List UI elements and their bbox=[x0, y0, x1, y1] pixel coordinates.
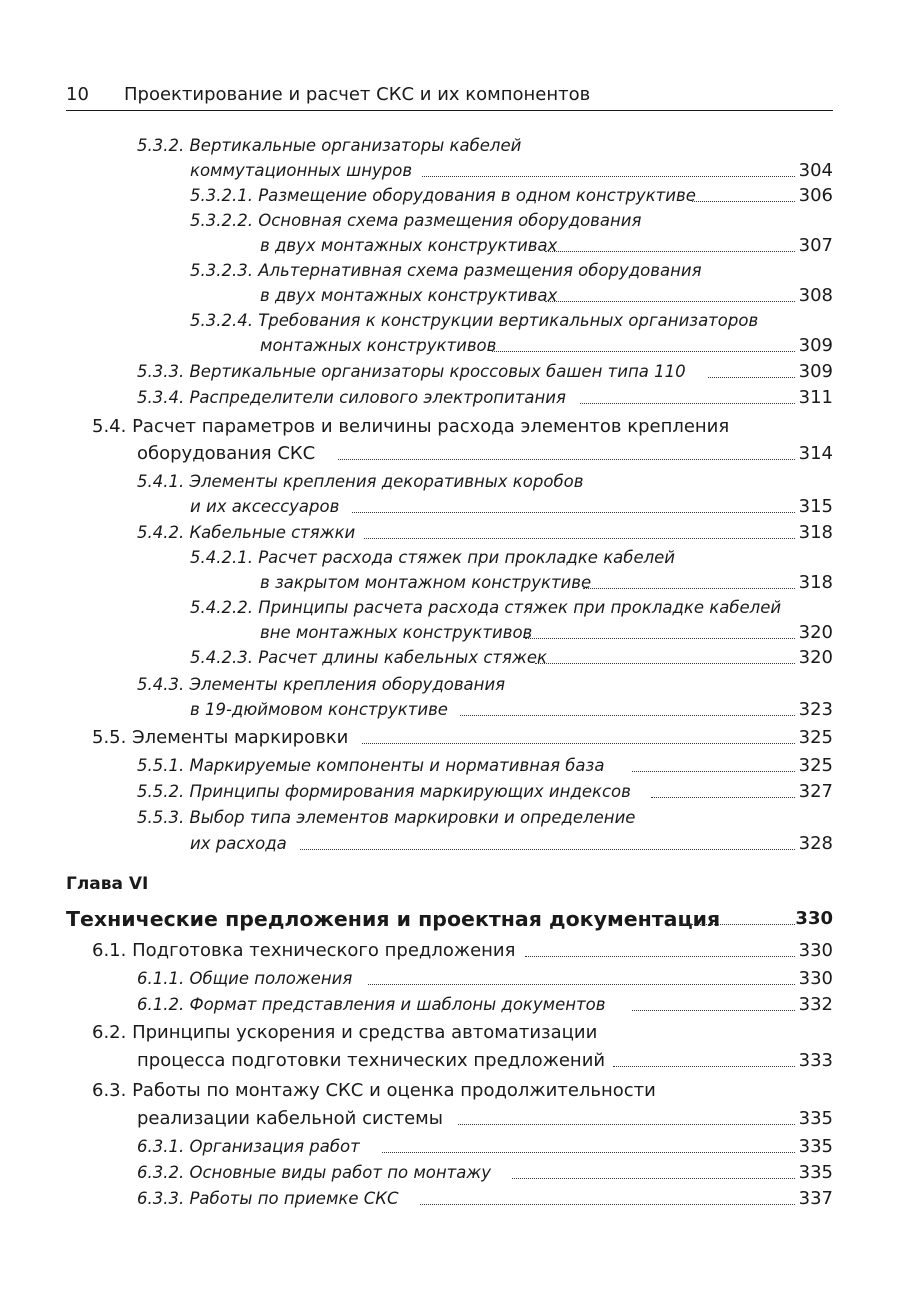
toc-page-number: 325 bbox=[798, 727, 833, 748]
toc-entry[interactable] bbox=[0, 414, 833, 440]
dot-leader bbox=[680, 924, 795, 925]
toc-entry-title: монтажных конструктивов bbox=[260, 336, 497, 355]
toc-entry-title: и их аксессуаров bbox=[190, 497, 340, 516]
toc-entry-title: 5.3.2.4. Требования к конструкции вертикальных организаторов bbox=[190, 311, 759, 330]
page-number: 10 bbox=[66, 84, 89, 105]
toc-entry-title: 5.4.2. Кабельные стяжки bbox=[137, 523, 356, 542]
toc-entry[interactable] bbox=[0, 831, 833, 857]
toc-entry-title: реализации кабельной системы bbox=[137, 1108, 443, 1129]
toc-page-number: 320 bbox=[798, 647, 833, 668]
toc-entry[interactable] bbox=[0, 258, 833, 284]
dot-leader bbox=[492, 351, 795, 352]
toc-page-number: 309 bbox=[798, 361, 833, 382]
toc-entry-title: 5.3.2.2. Основная схема размещения оборудования bbox=[190, 211, 642, 230]
toc-page-number: 328 bbox=[798, 833, 833, 854]
toc-page-number: 311 bbox=[798, 387, 833, 408]
dot-leader bbox=[580, 403, 795, 404]
toc-entry[interactable] bbox=[0, 645, 833, 671]
toc-entry-title: 6.3.3. Работы по приемке СКС bbox=[137, 1189, 399, 1208]
toc-entry[interactable] bbox=[0, 779, 833, 805]
dot-leader bbox=[368, 984, 795, 985]
chapter-label: Глава VI bbox=[66, 874, 149, 894]
dot-leader bbox=[362, 743, 795, 744]
dot-leader bbox=[338, 459, 795, 460]
toc-entry-title: 6.1.1. Общие положения bbox=[137, 969, 353, 988]
toc-page-number: 330 bbox=[795, 908, 833, 929]
toc-page-number: 307 bbox=[798, 235, 833, 256]
toc-entry[interactable] bbox=[0, 308, 833, 334]
toc-entry-title: 5.4.2.1. Расчет расхода стяжек при прокладке кабелей bbox=[190, 548, 676, 567]
toc-entry[interactable] bbox=[0, 283, 833, 309]
toc-entry[interactable] bbox=[0, 133, 833, 159]
toc-page-number: 325 bbox=[798, 755, 833, 776]
toc-entry[interactable] bbox=[0, 359, 833, 385]
toc-entry-title: процесса подготовки технических предложений bbox=[137, 1050, 606, 1071]
toc-entry-title: 5.5.1. Маркируемые компоненты и нормативная база bbox=[137, 756, 605, 775]
toc-entry[interactable] bbox=[0, 545, 833, 571]
toc-page-number: 320 bbox=[798, 622, 833, 643]
toc-entry-title: 6.3.1. Организация работ bbox=[137, 1137, 360, 1156]
toc-entry-title: 6.2. Принципы ускорения и средства автоматизации bbox=[92, 1022, 598, 1043]
dot-leader bbox=[422, 176, 795, 177]
toc-entry[interactable] bbox=[0, 620, 833, 646]
toc-entry-title: в закрытом монтажном конструктиве bbox=[260, 573, 592, 592]
toc-entry[interactable] bbox=[0, 725, 833, 751]
toc-entry[interactable] bbox=[0, 158, 833, 184]
dot-leader bbox=[460, 715, 795, 716]
toc-entry[interactable] bbox=[0, 208, 833, 234]
dot-leader bbox=[300, 849, 795, 850]
running-title: Проектирование и расчет СКС и их компонентов bbox=[124, 84, 591, 105]
dot-leader bbox=[545, 251, 795, 252]
dot-leader bbox=[613, 1066, 795, 1067]
toc-entry[interactable] bbox=[0, 966, 833, 992]
toc-page-number: 330 bbox=[798, 968, 833, 989]
toc-entry[interactable] bbox=[0, 1160, 833, 1186]
toc-entry-title: 5.5.2. Принципы формирования маркирующих индексов bbox=[137, 782, 631, 801]
toc-entry[interactable] bbox=[0, 233, 833, 259]
dot-leader bbox=[632, 1010, 795, 1011]
toc-page-number: 335 bbox=[798, 1108, 833, 1129]
toc-entry[interactable] bbox=[0, 1020, 833, 1046]
toc-entry[interactable] bbox=[0, 1186, 833, 1212]
dot-leader bbox=[651, 797, 795, 798]
toc-entry-title: 5.5.3. Выбор типа элементов маркировки и определение bbox=[137, 808, 636, 827]
toc-entry[interactable] bbox=[0, 1048, 833, 1074]
toc-page-number: 332 bbox=[798, 994, 833, 1015]
toc-entry-title: 5.4.2.2. Принципы расчета расхода стяжек при прокладке кабелей bbox=[190, 598, 782, 617]
dot-leader bbox=[458, 1124, 795, 1125]
toc-page-number: 327 bbox=[798, 781, 833, 802]
dot-leader bbox=[420, 1204, 795, 1205]
dot-leader bbox=[525, 956, 795, 957]
toc-page-number: 304 bbox=[798, 160, 833, 181]
toc-entry-title: 5.3.2.3. Альтернативная схема размещения оборудования bbox=[190, 261, 702, 280]
toc-entry-title: вне монтажных конструктивов bbox=[260, 623, 533, 642]
header-rule bbox=[66, 110, 833, 111]
dot-leader bbox=[364, 538, 795, 539]
toc-entry-title: 6.1. Подготовка технического предложения bbox=[92, 940, 516, 961]
toc-entry[interactable] bbox=[0, 494, 833, 520]
toc-entry-title: 5.4. Расчет параметров и величины расхода элементов крепления bbox=[92, 416, 730, 437]
toc-page-number: 306 bbox=[798, 185, 833, 206]
toc-entry[interactable] bbox=[0, 333, 833, 359]
toc-entry-title: 5.5. Элементы маркировки bbox=[92, 727, 349, 748]
toc-entry-title: в 19-дюймовом конструктиве bbox=[190, 700, 448, 719]
toc-entry[interactable] bbox=[0, 385, 833, 411]
toc-entry[interactable] bbox=[0, 906, 833, 932]
toc-page-number: 315 bbox=[798, 496, 833, 517]
toc-entry-title: 5.3.4. Распределители силового электропитания bbox=[137, 388, 566, 407]
toc-entry[interactable] bbox=[0, 805, 833, 831]
toc-page-number: 335 bbox=[798, 1136, 833, 1157]
toc-entry-title: 6.3. Работы по монтажу СКС и оценка продолжительности bbox=[92, 1080, 656, 1101]
toc-entry-title: 5.4.3. Элементы крепления оборудования bbox=[137, 675, 506, 694]
toc-entry[interactable] bbox=[0, 1106, 833, 1132]
toc-entry[interactable] bbox=[0, 570, 833, 596]
dot-leader bbox=[632, 771, 795, 772]
toc-page-number: 309 bbox=[798, 335, 833, 356]
dot-leader bbox=[525, 638, 795, 639]
toc-page-number: 318 bbox=[798, 572, 833, 593]
toc-entry[interactable] bbox=[0, 672, 833, 698]
dot-leader bbox=[692, 201, 795, 202]
toc-entry-title: коммутационных шнуров bbox=[190, 161, 413, 180]
toc-entry-title: 5.4.1. Элементы крепления декоративных коробов bbox=[137, 472, 584, 491]
toc-entry-title: оборудования СКС bbox=[137, 443, 316, 464]
toc-entry-title: 5.3.3. Вертикальные организаторы кроссовых башен типа 110 bbox=[137, 362, 686, 381]
toc-page-number: 318 bbox=[798, 522, 833, 543]
toc-page-number: 333 bbox=[798, 1050, 833, 1071]
toc-entry[interactable] bbox=[0, 938, 833, 964]
dot-leader bbox=[708, 377, 795, 378]
toc-entry-title: 5.3.2.1. Размещение оборудования в одном конструктиве bbox=[190, 186, 696, 205]
toc-entry[interactable] bbox=[0, 753, 833, 779]
toc-entry-title: в двух монтажных конструктивах bbox=[260, 286, 558, 305]
toc-entry-title: 5.3.2. Вертикальные организаторы кабелей bbox=[137, 136, 522, 155]
toc-page-number: 330 bbox=[798, 940, 833, 961]
toc-entry[interactable] bbox=[0, 441, 833, 467]
dot-leader bbox=[382, 1152, 795, 1153]
toc-entry[interactable] bbox=[0, 1134, 833, 1160]
toc-page-number: 314 bbox=[798, 443, 833, 464]
dot-leader bbox=[583, 588, 795, 589]
toc-entry[interactable] bbox=[0, 697, 833, 723]
toc-entry-title: их расхода bbox=[190, 834, 287, 853]
toc-entry[interactable] bbox=[0, 992, 833, 1018]
dot-leader bbox=[535, 663, 795, 664]
toc-entry-title: 6.1.2. Формат представления и шаблоны документов bbox=[137, 995, 606, 1014]
dot-leader bbox=[352, 512, 795, 513]
toc-page-number: 337 bbox=[798, 1188, 833, 1209]
toc-entry[interactable] bbox=[0, 183, 833, 209]
toc-entry[interactable] bbox=[0, 1078, 833, 1104]
toc-page-number: 308 bbox=[798, 285, 833, 306]
toc-entry-title: в двух монтажных конструктивах bbox=[260, 236, 558, 255]
toc-entry[interactable] bbox=[0, 595, 833, 621]
toc-entry-title: Технические предложения и проектная документация bbox=[66, 907, 721, 931]
toc-entry[interactable] bbox=[0, 520, 833, 546]
running-header bbox=[66, 84, 833, 110]
toc-page-number: 323 bbox=[798, 699, 833, 720]
toc-entry[interactable] bbox=[0, 469, 833, 495]
dot-leader bbox=[512, 1178, 795, 1179]
toc-entry-title: 5.4.2.3. Расчет длины кабельных стяжек bbox=[190, 648, 547, 667]
dot-leader bbox=[545, 301, 795, 302]
toc-page-number: 335 bbox=[798, 1162, 833, 1183]
toc-entry-title: 6.3.2. Основные виды работ по монтажу bbox=[137, 1163, 492, 1182]
